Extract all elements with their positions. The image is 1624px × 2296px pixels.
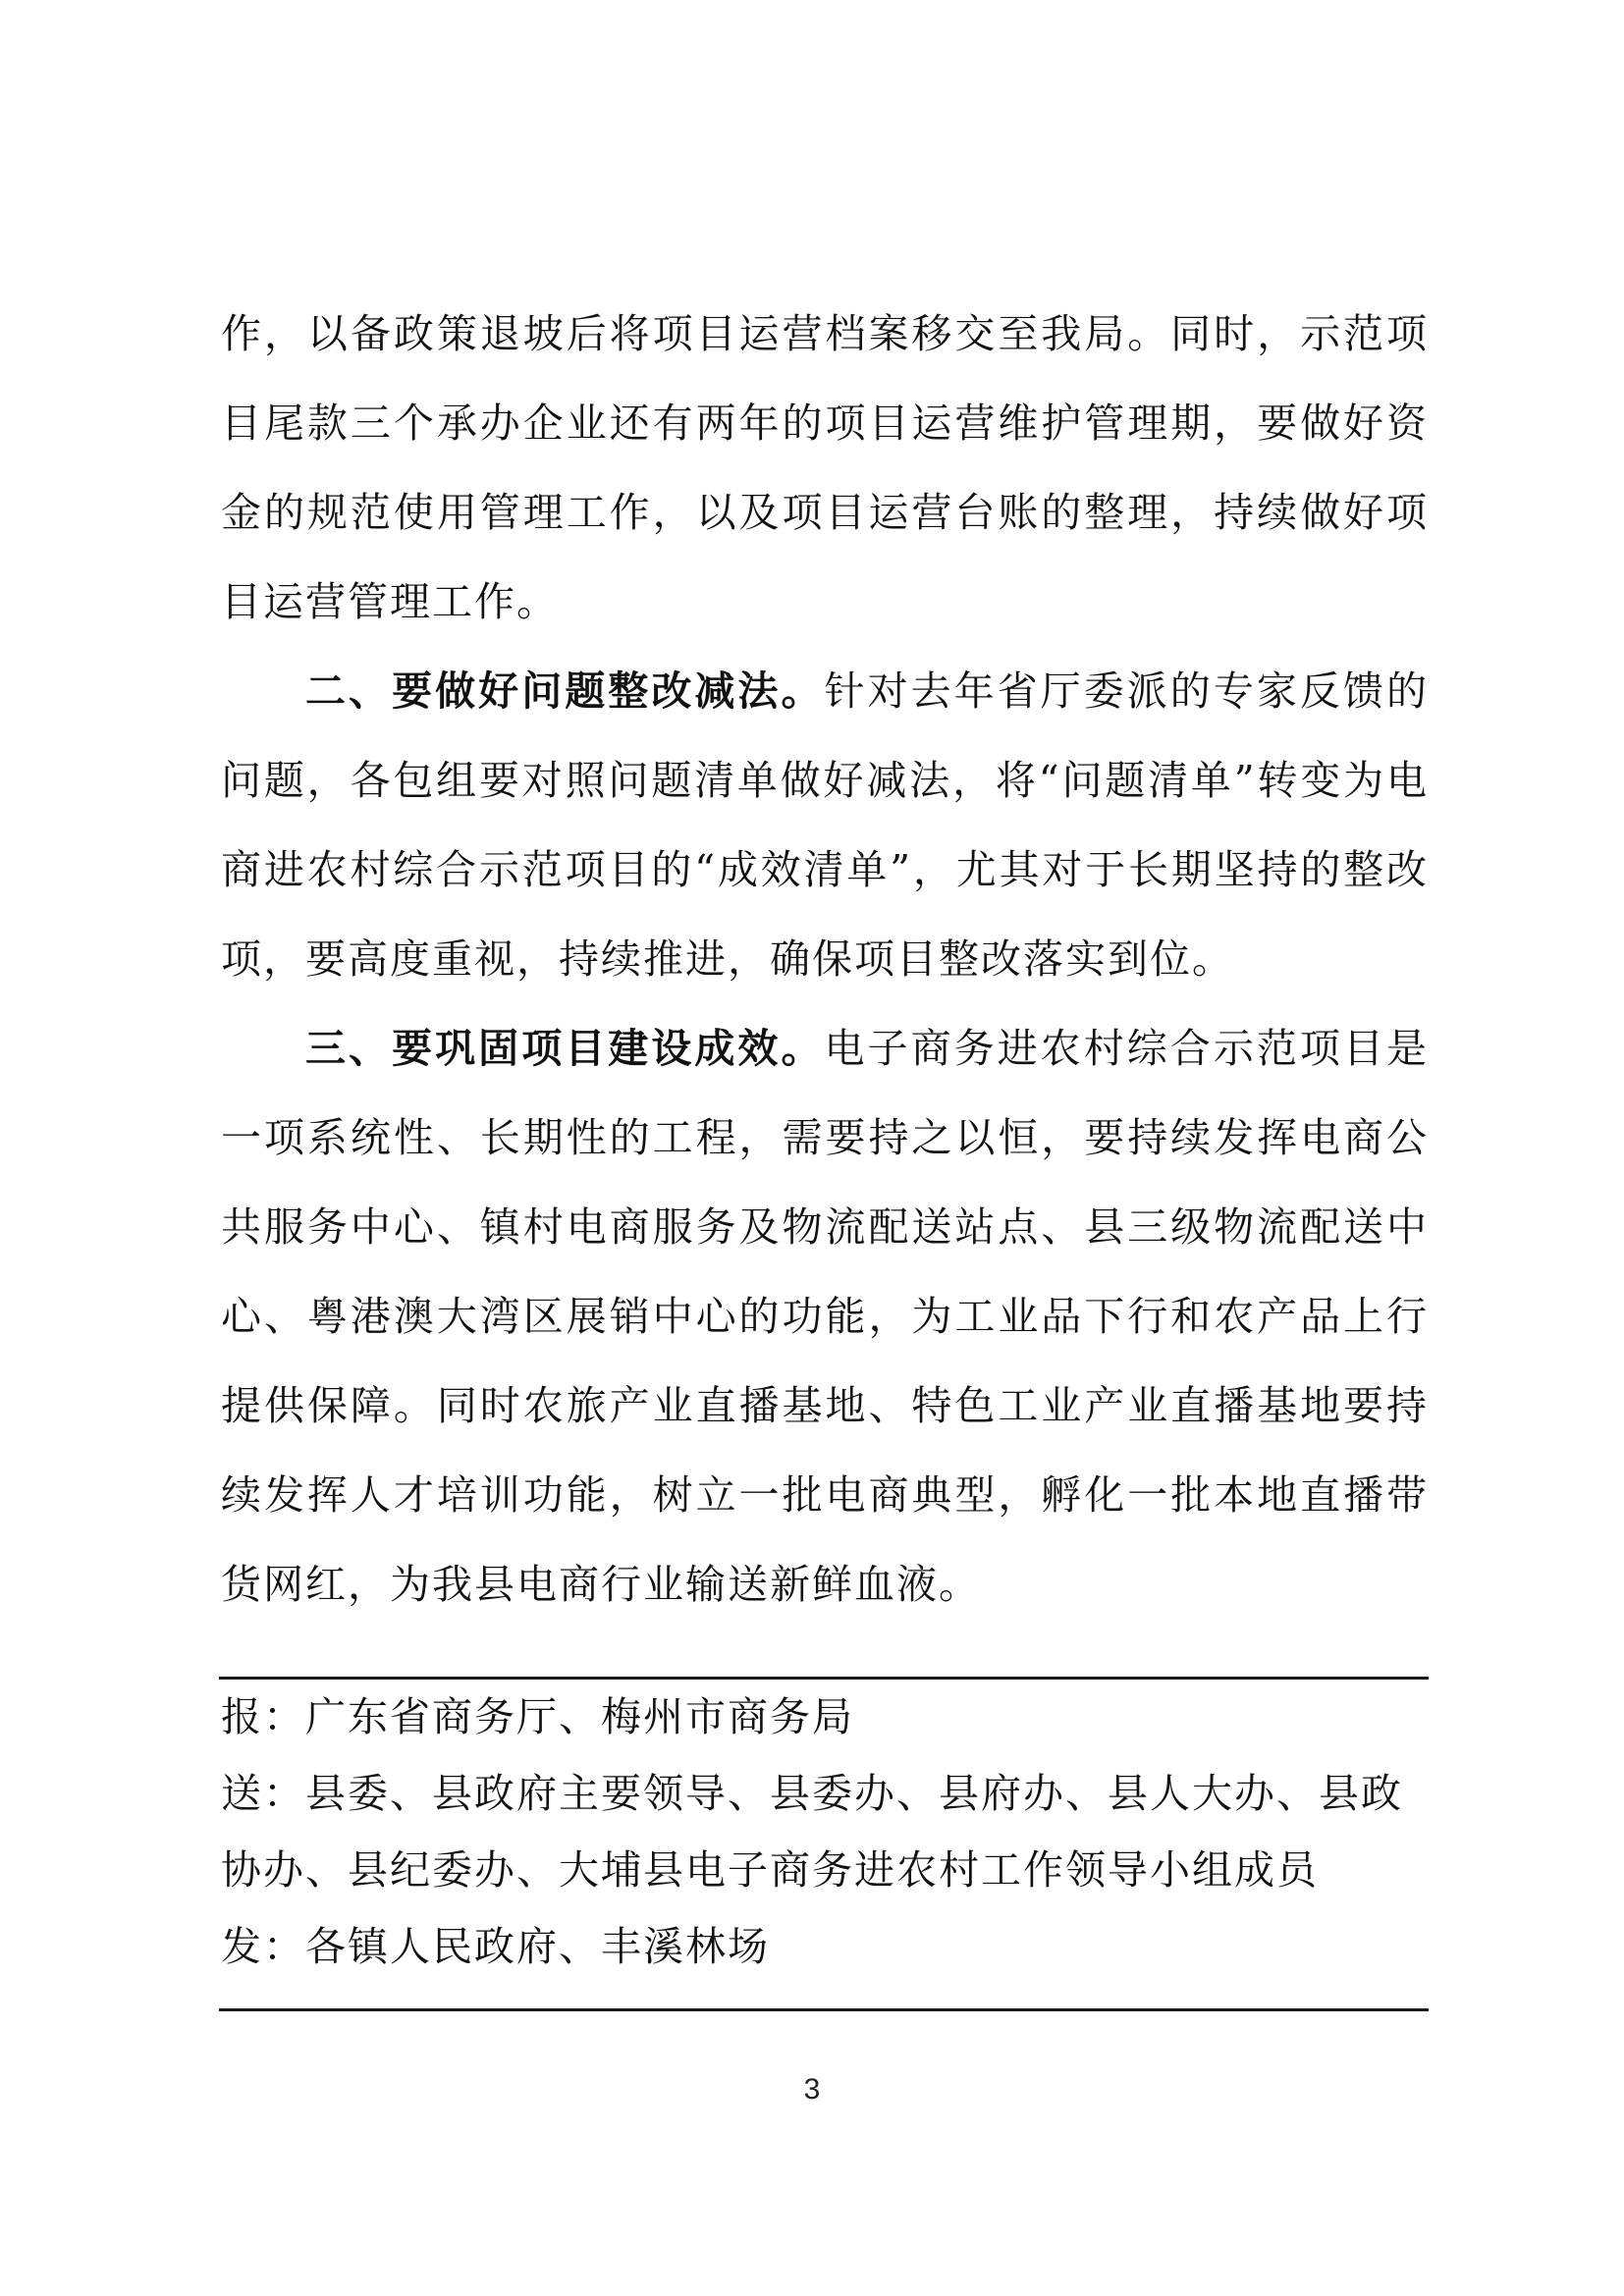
section-heading-rectification: 二、要做好问题整改减法。 [305, 667, 825, 715]
paragraph-rectification [221, 647, 1429, 1004]
document-body [221, 290, 1429, 1629]
section-body-rectification: 针对去年省厅委派的专家反馈的问题，各包组要对照问题清单做好减法，将“问题清单”转变为电商进农村综合示范项目的“成效清单”，尤其对于长期坚持的整改项，要高度重视，持续推进，确保项目整改落实到位。 [221, 667, 1430, 983]
distribution-list [221, 1679, 1429, 1985]
report-to-line: 报：广东省商务厅、梅州市商务局 [221, 1693, 854, 1740]
paragraph-continuation: 作，以备政策退坡后将项目运营档案移交至我局。同时，示范项目尾款三个承办企业还有两年的项目运营维护管理期，要做好资金的规范使用管理工作，以及项目运营台账的整理，持续做好项目运营管理工作。 [221, 310, 1429, 625]
paragraph-consolidation [221, 1004, 1429, 1629]
page-number: 3 [803, 2073, 821, 2106]
section-heading-consolidation: 三、要巩固项目建设成效。 [305, 1025, 825, 1072]
send-to-line-2: 协办、县纪委办、大埔县电子商务进农村工作领导小组成员 [221, 1846, 1319, 1894]
issue-to-line: 发：各镇人民政府、丰溪林场 [221, 1923, 770, 1970]
section-body-consolidation: 电子商务进农村综合示范项目是一项系统性、长期性的工程，需要持之以恒，要持续发挥电商公共服务中心、镇村电商服务及物流配送站点、县三级物流配送中心、粤港澳大湾区展销中心的功能，为工业品下行和农产品上行提供保障。同时农旅产业直播基地、特色工业产业直播基地要持续发挥人才培训功能，树立一批电商典型，孵化一批本地直播带货网红，为我县电商行业输送新鲜血液。 [221, 1025, 1430, 1608]
send-to-line-1: 送：县委、县政府主要领导、县委办、县府办、县人大办、县政 [221, 1770, 1403, 1817]
divider-bottom [219, 2008, 1429, 2011]
